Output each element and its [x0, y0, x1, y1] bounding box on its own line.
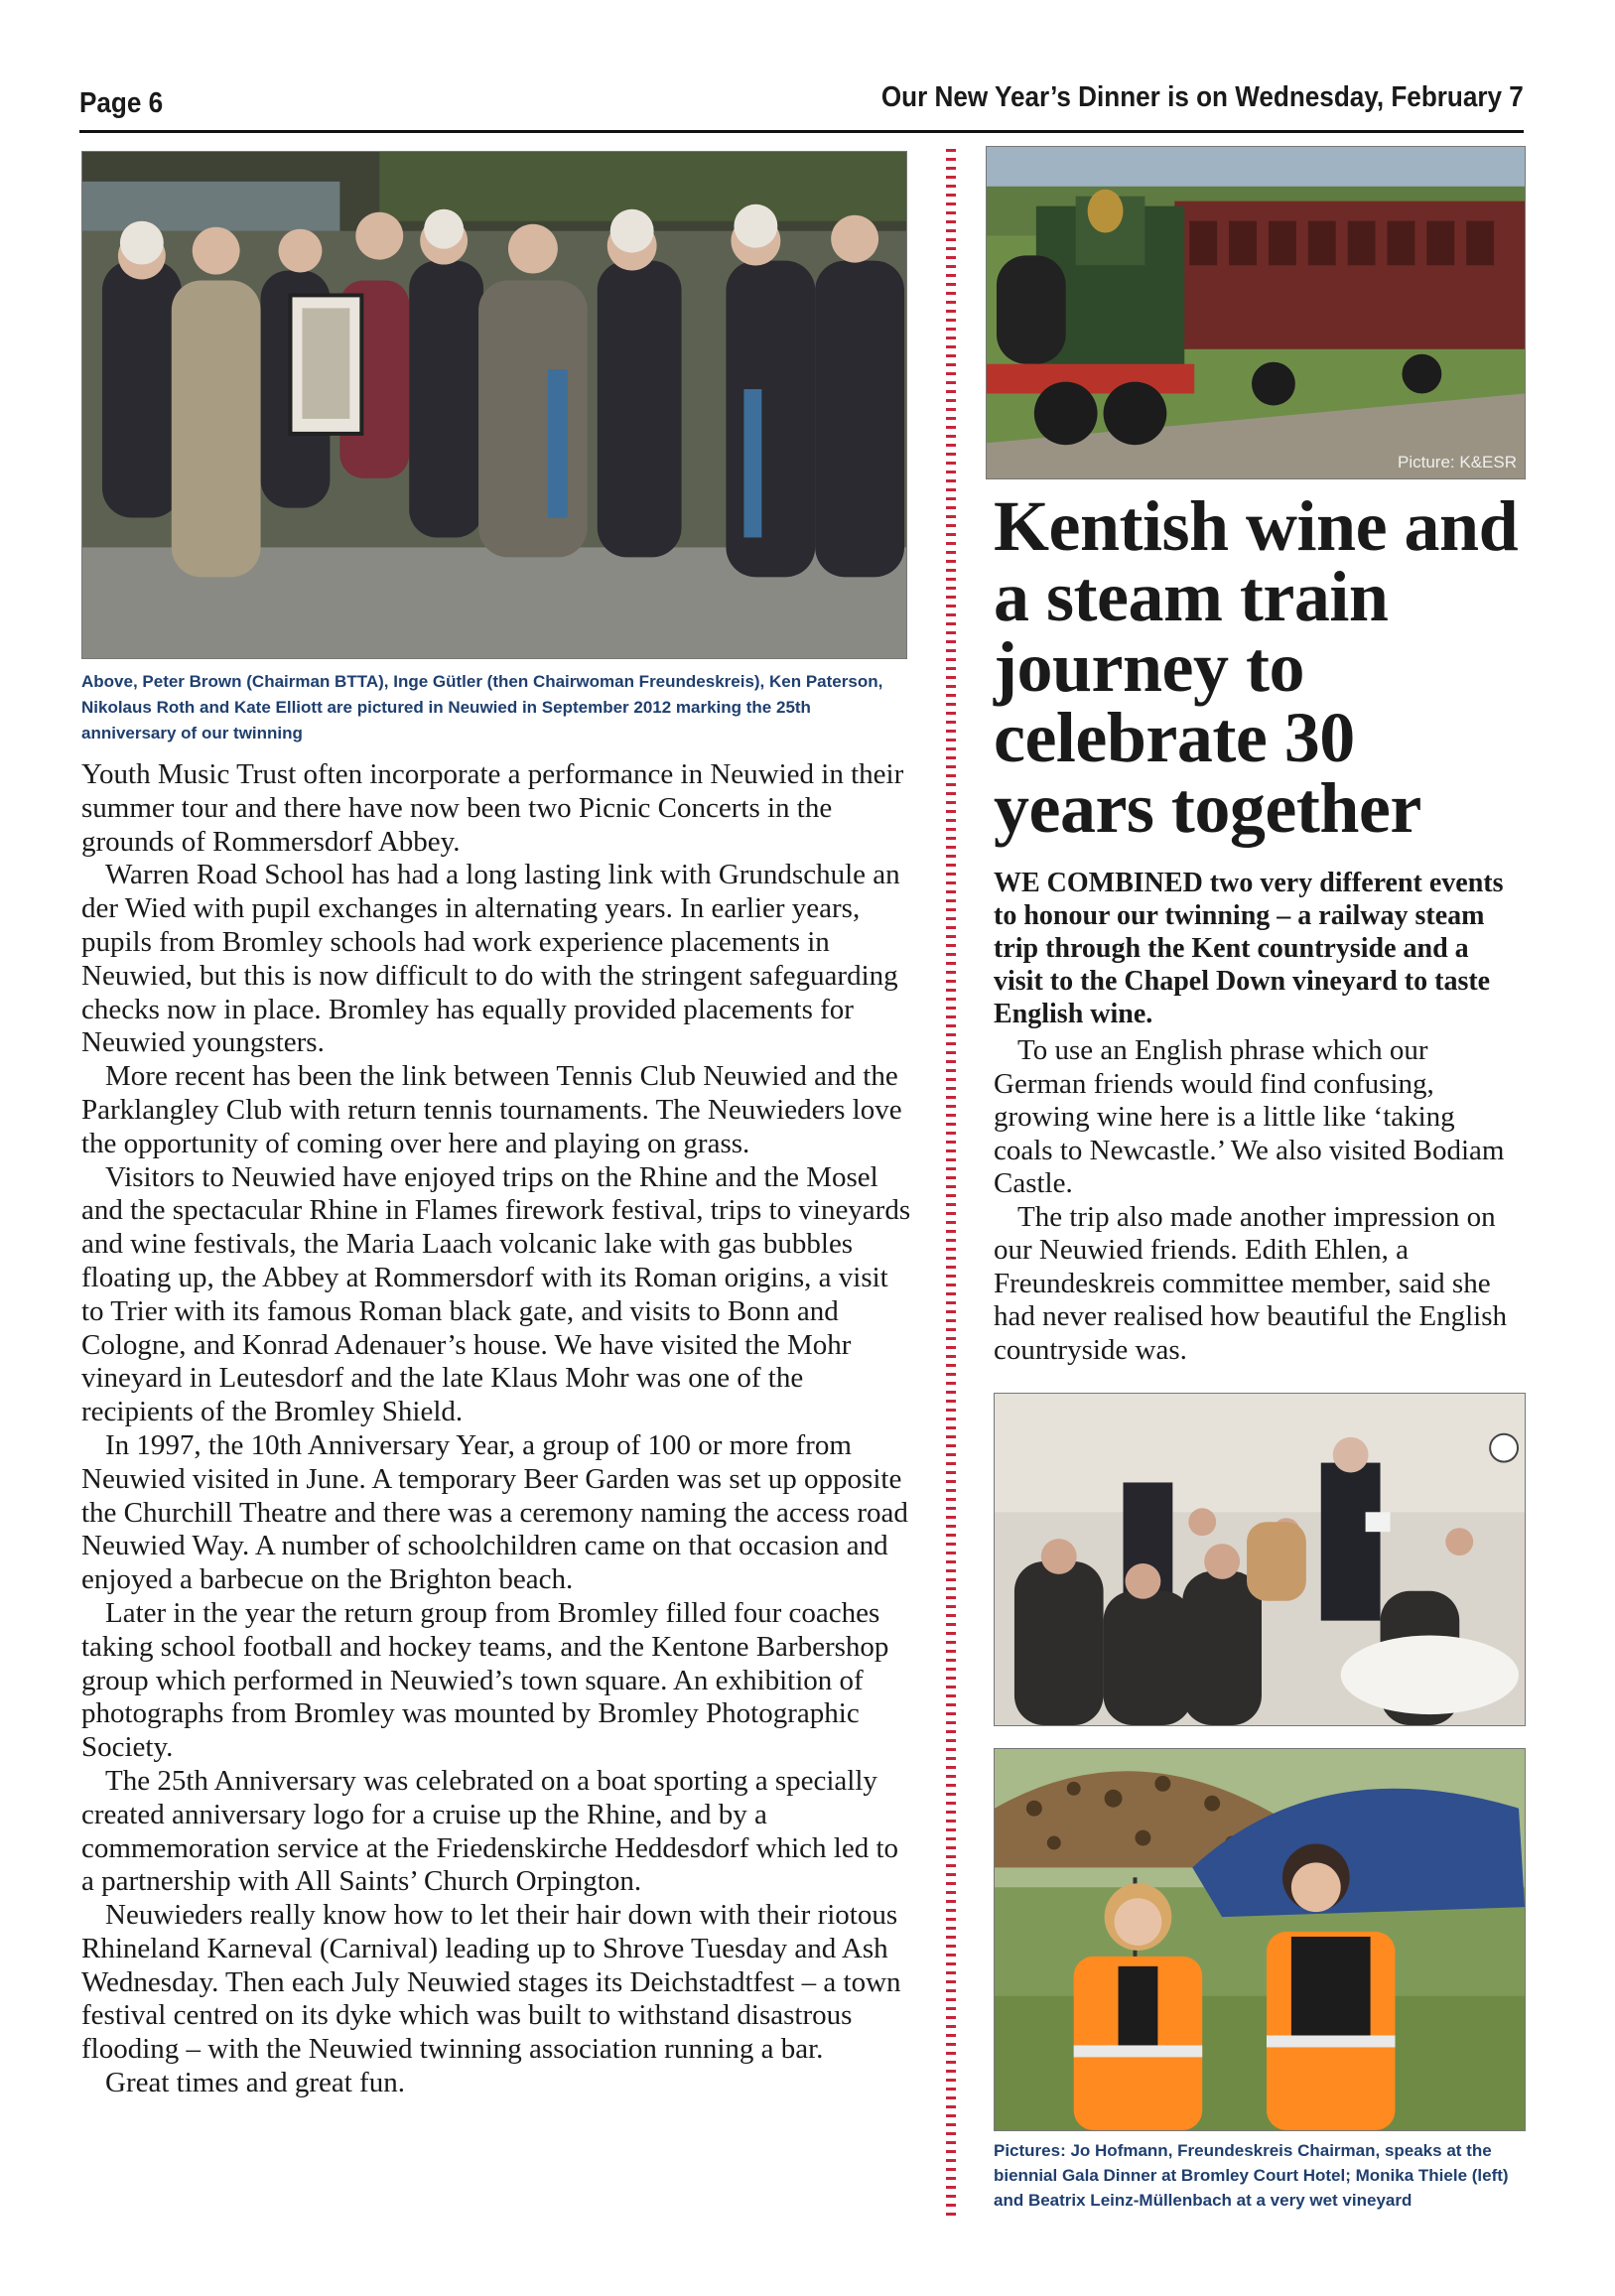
- paragraph: Visitors to Neuwied have enjoyed trips on the Rhine and the Mosel and the spectacular Rhine in Flames firework festival, trips to vineyards and wine festivals, the Maria Laach volcanic lake with gas bubbles floating up, the Abbey at Rommersdorf with its Roman origins, a visit to Trier with its famous Roman black gate, and visits to Bonn and Cologne, and Konrad Adenauer’s house. We have visited the Mohr vineyard in Leutesdorf and the late Klaus Mohr was one of the recipients of the Bromley Shield.: [81, 1160, 911, 1428]
- column-divider: [946, 149, 956, 2222]
- running-head: Our New Year’s Dinner is on Wednesday, February 7: [881, 81, 1524, 113]
- article-body-left: [81, 758, 915, 2100]
- photo-credit: Picture: K&ESR: [1398, 453, 1517, 472]
- paragraph: Neuwieders really know how to let their hair down with their riotous Rhineland Karneval (Carnival) leading up to Shrove Tuesday and Ash Wednesday. Then each July Neuwied stages its Deichstadtfest – a town festival centred on its dyke which was built to withstand disastrous flooding – with the Neuwied twinning association running a bar.: [81, 1899, 901, 2066]
- vineyard-image: [995, 1749, 1525, 2130]
- paragraph: Great times and great fun.: [105, 2067, 405, 2099]
- paragraph: In 1997, the 10th Anniversary Year, a group of 100 or more from Neuwied visited in June. A temporary Beer Garden was set up opposite the Churchill Theatre and there was a ceremony naming the access road Neuwied Way. A number of schoolchildren came on that occasion and enjoyed a barbecue on the Brighton beach.: [81, 1428, 908, 1596]
- article-headline: Kentish wine and a steam train journey to celebrate 30 years together: [994, 486, 1519, 848]
- group-photo-neuwied: [81, 151, 907, 659]
- paragraph: Youth Music Trust often incorporate a performance in Neuwied in their summer tour and there have now been two Picnic Concerts in the grounds of Rommersdorf Abbey.: [81, 758, 904, 858]
- gala-dinner-photo: [994, 1393, 1526, 1726]
- paragraph: Warren Road School has had a long lasting link with Grundschule an der Wied with pupil exchanges in alternating years. In earlier years, pupils from Bromley schools had work experience placements in Neuwied, but this is now difficult to do with the stringent safeguarding checks now in place. Bromley has equally provided placements for Neuwied youngsters.: [81, 859, 900, 1059]
- group-photo-caption: Above, Peter Brown (Chairman BTTA), Inge Gütler (then Chairwoman Freundeskreis), Ken Paterson, Nikolaus Roth and Kate Elliott are pictured in Neuwied in September 2012 marking the 25th anniversary of our twinning: [81, 672, 883, 743]
- steam-train-photo: [986, 146, 1526, 479]
- paragraph: The 25th Anniversary was celebrated on a boat sporting a specially created anniversary logo for a cruise up the Rhine, and by a commemoration service at the Friedenskirche Heddesdorf which led to a partnership with All Saints’ Church Orpington.: [81, 1764, 899, 1898]
- vineyard-photo: [994, 1748, 1526, 2131]
- paragraph: Later in the year the return group from Bromley filled four coaches taking school football and hockey teams, and the Kentone Barbershop group which performed in Neuwied’s town square. An exhibition of photographs from Bromley was mounted by Bromley Photographic Society.: [81, 1596, 889, 1764]
- article-standfirst: WE COMBINED two very different events to honour our twinning – a railway steam trip through the Kent countryside and a visit to the Chapel Down vineyard to taste English wine.: [994, 868, 1504, 1029]
- page-header: [79, 81, 1524, 133]
- paragraph: To use an English phrase which our German friends would find confusing, growing wine here is a little like ‘taking coals to Newcastle.’ We also visited Bodiam Castle.: [994, 1034, 1505, 1199]
- gala-dinner-image: [995, 1394, 1525, 1725]
- group-photo-image: [82, 152, 906, 658]
- page-number: Page 6: [79, 87, 164, 119]
- steam-train-image: [987, 147, 1525, 478]
- paragraph: The trip also made another impression on our Neuwied friends. Edith Ehlen, a Freundeskreis committee member, said she had never realised how beautiful the English countryside was.: [994, 1200, 1508, 1366]
- paragraph: More recent has been the link between Tennis Club Neuwied and the Parklangley Club with return tennis tournaments. The Neuwieders love the opportunity of coming over here and playing on grass.: [81, 1060, 902, 1159]
- right-photos-caption: Pictures: Jo Hofmann, Freundeskreis Chairman, speaks at the biennial Gala Dinner at Bromley Court Hotel; Monika Thiele (left) and Beatrix Leinz-Müllenbach at a very wet vineyard: [994, 2141, 1509, 2210]
- article-body-right: [994, 1034, 1520, 1367]
